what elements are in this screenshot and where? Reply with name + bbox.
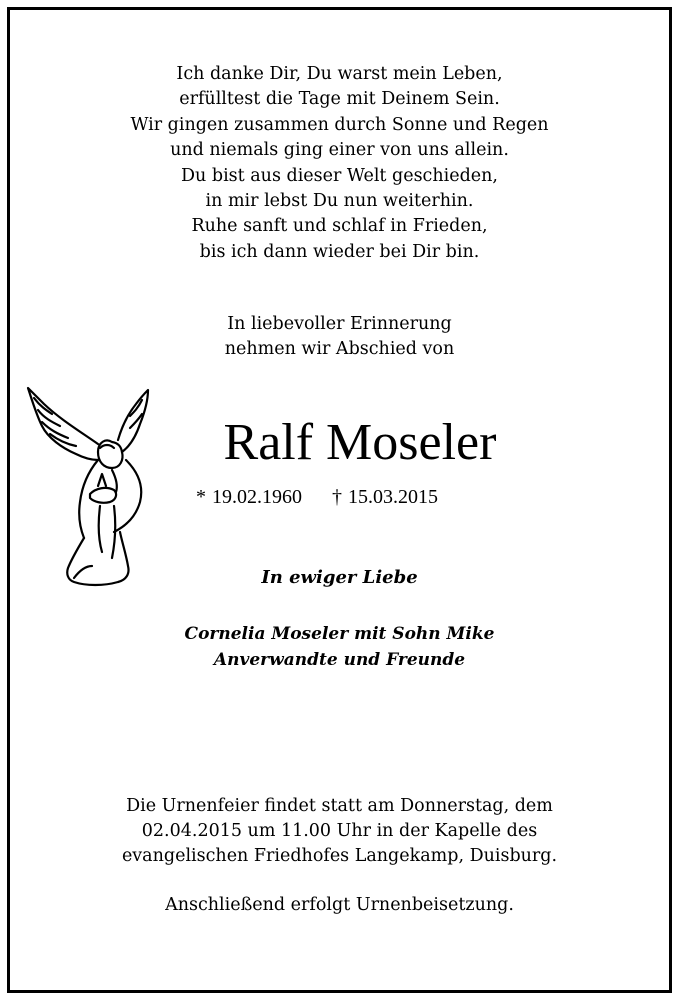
- deceased-name: Ralf Moseler: [223, 414, 497, 471]
- burial-info: Anschließend erfolgt Urnenbeisetzung.: [165, 895, 514, 915]
- intro-text: [0, 312, 679, 362]
- life-dates: [196, 484, 556, 510]
- poem-line: in mir lebst Du nun weiterhin.: [205, 191, 474, 212]
- poem-line: Wir gingen zusammen durch Sonne und Regen: [130, 114, 549, 135]
- ceremony-line: evangelischen Friedhofes Langekamp, Duisburg.: [121, 846, 558, 866]
- poem-line: erfülltest die Tage mit Deinem Sein.: [179, 89, 500, 110]
- death-symbol: †: [332, 486, 342, 508]
- poem-line: und niemals ging einer von uns allein.: [170, 140, 509, 161]
- poem-line: Ich danke Dir, Du warst mein Leben,: [176, 64, 503, 84]
- intro-line: nehmen wir Abschied von: [224, 339, 455, 359]
- ceremony-line: 02.04.2015 um 11.00 Uhr in der Kapelle des: [141, 821, 538, 841]
- mourners: [0, 621, 679, 673]
- poem-line: Ruhe sanft und schlaf in Frieden,: [191, 216, 488, 237]
- ceremony-line: Die Urnenfeier findet statt am Donnerstag, dem: [126, 796, 553, 816]
- mourner-line: Cornelia Moseler mit Sohn Mike: [184, 624, 495, 644]
- poem-line: Du bist aus dieser Welt geschieden,: [181, 165, 498, 186]
- motto: In ewiger Liebe: [261, 567, 418, 588]
- poem-line: bis ich dann wieder bei Dir bin.: [199, 241, 480, 262]
- intro-line: In liebevoller Erinnerung: [227, 314, 452, 334]
- birth-symbol: *: [196, 486, 206, 508]
- death-date: 15.03.2015: [348, 486, 438, 508]
- poem: [0, 62, 679, 265]
- birth-date: 19.02.1960: [212, 486, 302, 508]
- ceremony-info: [0, 794, 679, 869]
- mourner-line: Anverwandte und Freunde: [213, 650, 466, 670]
- angel-icon: [26, 382, 158, 592]
